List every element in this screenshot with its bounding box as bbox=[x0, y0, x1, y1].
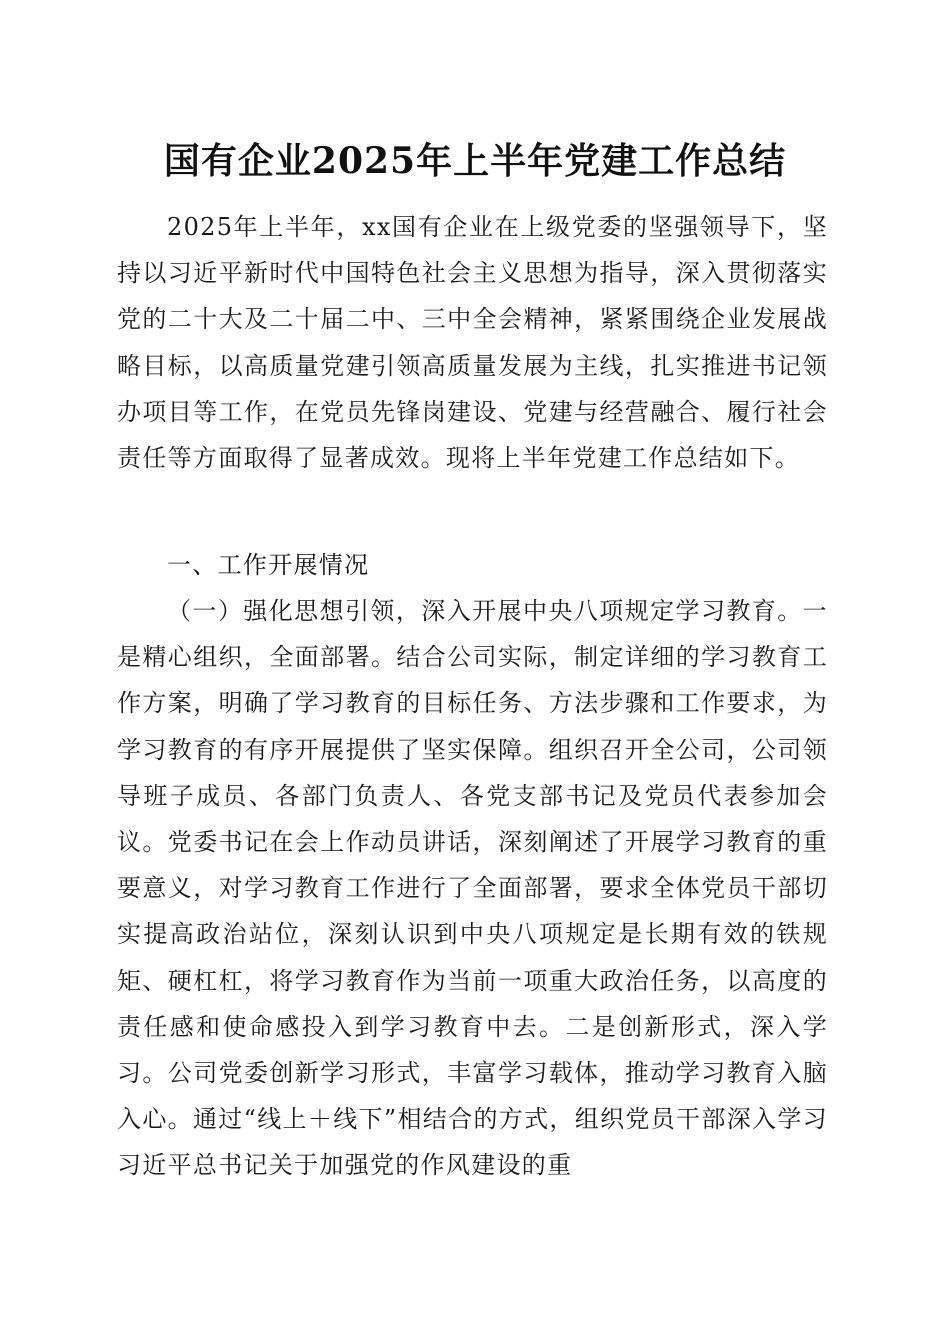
section-1-heading: 一、工作开展情况 bbox=[167, 551, 370, 579]
section-1-paragraph bbox=[117, 588, 828, 1189]
intro-paragraph bbox=[117, 204, 828, 481]
section-heading-block bbox=[117, 542, 828, 588]
section-1-text: （一）强化思想引领，深入开展中央八项规定学习教育。一是精心组织，全面部署。结合公司实际，制定详细的学习教育工作方案，明确了学习教育的目标任务、方法步骤和工作要求，为学习教育的有序开展提供了坚实保障。组织召开全公司，公司领导班子成员、各部门负责人、各党支部书记及党员代表参加会议。党委书记在会上作动员讲话，深刻阐述了开展学习教育的重要意义，对学习教育工作进行了全面部署，要求全体党员干部切实提高政治站位，深刻认识到中央八项规定是长期有效的铁规矩、硬杠杠，将学习教育作为当前一项重大政治任务，以高度的责任感和使命感投入到学习教育中去。二是创新形式，深入学习。公司党委创新学习形式，丰富学习载体，推动学习教育入脑入心。通过“线上＋线下”相结合的方式，组织党员干部深入学习习近平总书记关于加强党的作风建设的重 bbox=[117, 597, 828, 1180]
intro-text: 2025年上半年，xx国有企业在上级党委的坚强领导下，坚持以习近平新时代中国特色社会主义思想为指导，深入贯彻落实党的二十大及二十届二中、三中全会精神，紧紧围绕企业发展战略目标，以高质量党建引领高质量发展为主线，扎实推进书记领办项目等工作，在党员先锋岗建设、党建与经营融合、履行社会责任等方面取得了显著成效。现将上半年党建工作总结如下。 bbox=[117, 213, 828, 473]
document-title: 国有企业2025年上半年党建工作总结 bbox=[163, 140, 787, 182]
